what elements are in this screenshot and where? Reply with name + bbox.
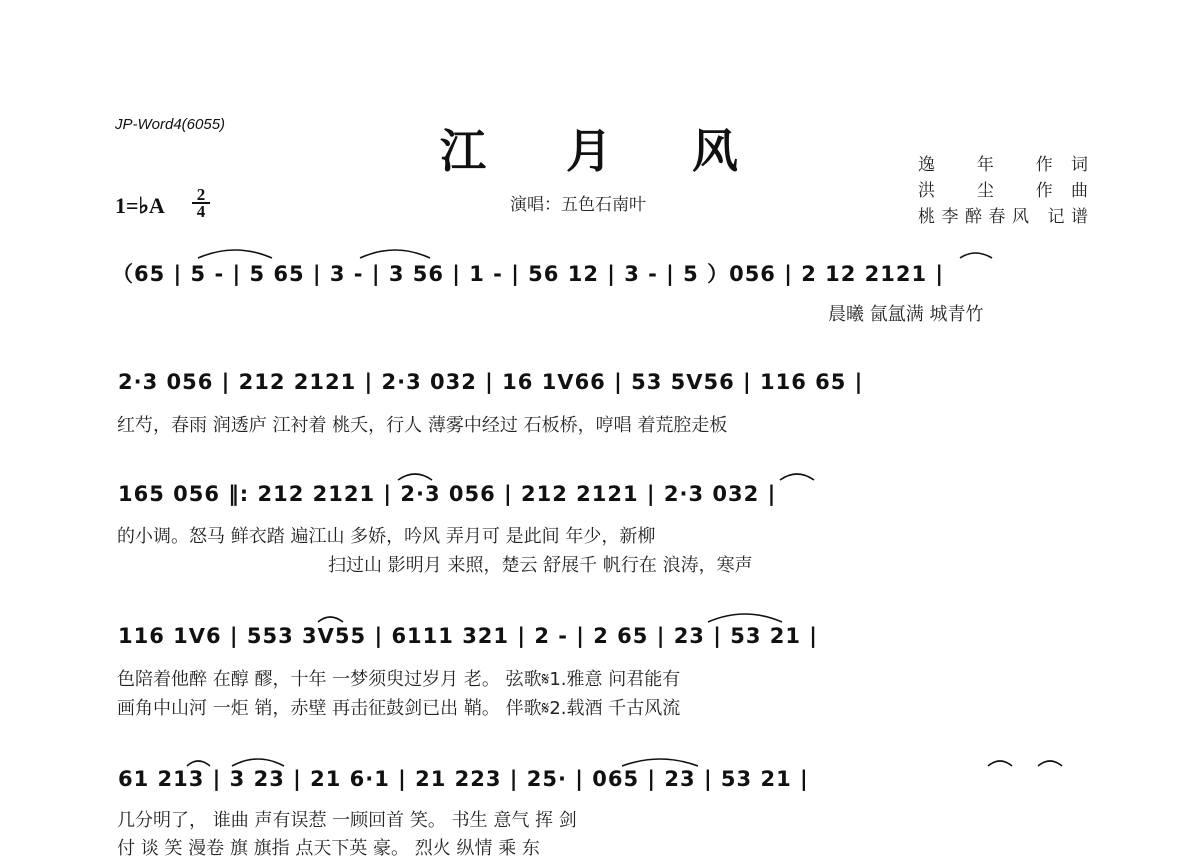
slur (187, 761, 210, 766)
singer-credit: 演唱：五色石南叶 (510, 195, 646, 215)
software-credit: JP-Word4(6055) (115, 116, 226, 133)
notation-line-2: 2·3 056 | 212 2121 | 2·3 032 | 16 1ᐯ66 | 53 5ᐯ56 | 116 65 | (118, 370, 864, 394)
song-title: 江月风 (440, 124, 818, 178)
composer-credit: 洪 尘 作曲 (918, 181, 1088, 201)
lyrics-line-3b: 扫过山 影明月 来照，楚云 舒展千 帆行在 浪涛，寒声 (328, 555, 753, 576)
lyricist-credit: 逸 年 作词 (918, 155, 1088, 175)
slur (1038, 761, 1062, 766)
lyrics-line-5a: 几分明了， 谁曲 声有误惹 一顾回首 笑。 书生 意气 挥 剑 (117, 810, 577, 831)
slur (318, 617, 343, 622)
notation-line-4: 116 1ᐯ6 | 553 3ᐯ55 | 6111 321 | 2 - | 2 65 | 23 | 53 21 | (118, 624, 818, 648)
slur (360, 250, 430, 258)
lyrics-line-1: 晨曦 氤氲满 城青竹 (828, 304, 984, 325)
meter-top: 2 (192, 187, 210, 204)
slur (398, 474, 432, 480)
key-signature: 1=♭A (115, 193, 165, 218)
lyrics-line-3a: 的小调。怒马 鲜衣踏 遍江山 多娇，吟风 弄月可 是此间 年少，新柳 (117, 526, 656, 547)
notation-line-3: 165 056 ‖: 212 2121 | 2·3 056 | 212 2121 | 2·3 032 | (118, 482, 777, 506)
slur (988, 761, 1012, 766)
meter-bottom: 4 (196, 202, 206, 221)
lyrics-line-4b: 画角中山河 一炬 销，赤壁 再击征鼓剑已出 鞘。 伴歌𝄋2.载酒 千古风流 (117, 698, 681, 719)
lyrics-line-2: 红芍，春雨 润透庐 江衬着 桃夭，行人 薄雾中经过 石板桥，哼唱 着荒腔走板 (117, 415, 728, 436)
slur (780, 474, 814, 480)
slur (232, 759, 284, 766)
lyrics-line-4a: 色陪着他醉 在醇 醪，十年 一梦须臾过岁月 老。 弦歌𝄋1.雅意 问君能有 (117, 669, 681, 690)
slur (198, 250, 272, 258)
transcriber-credit: 桃李醉春风 记谱 (918, 207, 1088, 227)
notation-line-5: 61 213 | 3 23 | 21 6·1 | 21 223 | 25· | 065 | 23 | 53 21 | (118, 767, 809, 791)
slur (622, 759, 698, 766)
slur (960, 253, 992, 258)
slur (708, 614, 782, 622)
lyrics-line-5b: 付 谈 笑 漫卷 旗 旗指 点天下英 豪。 烈火 纵情 乘 东 (117, 838, 540, 859)
notation-line-1: （65 | 5 - | 5 65 | 3 - | 3 56 | 1 - | 56 12 | 3 - | 5 ）056 | 2 12 2121 | (112, 262, 945, 286)
